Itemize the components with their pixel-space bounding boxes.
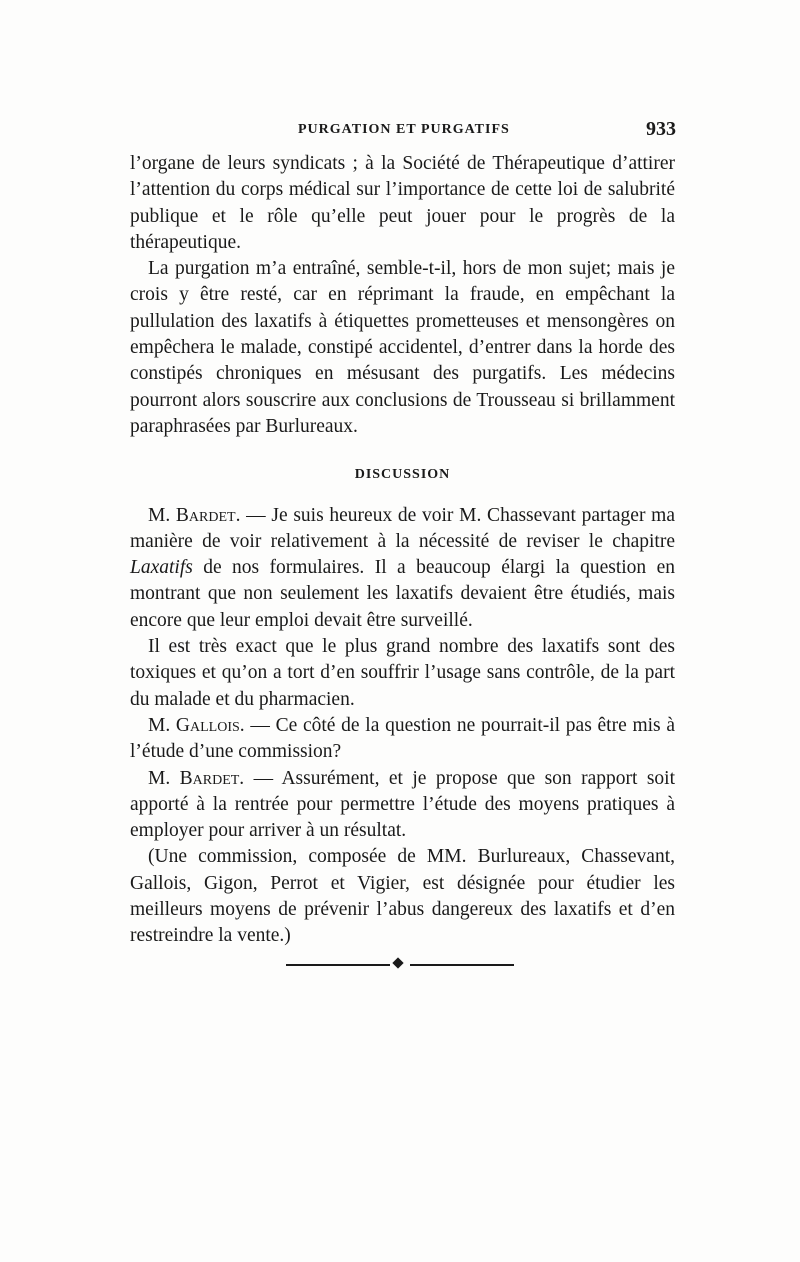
section-end-ornament (286, 955, 514, 975)
paragraph-text: — Je suis heureux de voir M. Chassevant partager ma manière de voir relativement à la nécessité de reviser le chapitre (130, 504, 675, 552)
discussion-paragraph-toxiques: Il est très exact que le plus grand nombre des laxatifs sont des toxiques et qu’on a tort d’en souffrir l’usage sans contrôle, de la part du malade et du pharmacien. (130, 636, 675, 710)
discussion-heading: DISCUSSION (354, 467, 451, 483)
discussion-paragraph-bardet-2 (130, 766, 675, 845)
paragraph-text: — Ce côté de la question ne pourrait-il pas être mis à l’étude d’une commission? (130, 714, 675, 763)
body-text (130, 151, 675, 950)
paragraph-text: — Assurément, et je propose que son rapport soit apporté à la rentrée pour permettre l’étude des moyens pratiques à employer pour arriver à un résultat. (130, 767, 676, 842)
diamond-icon (392, 957, 403, 968)
discussion-paragraph-gallois (130, 713, 675, 766)
italic-term: Laxatifs (130, 557, 193, 579)
discussion-paragraph-commission: (Une commission, composée de MM. Burlureaux, Chassevant, Gallois, Gigon, Perrot et Vigier, est désignée pour étudier les meilleurs moyens de prévenir l’abus dangereux des laxatifs et d’en restreindre la vente.) (130, 846, 675, 947)
page-number: 933 (646, 118, 676, 140)
speaker-name: M. Gallois. (148, 714, 245, 736)
discussion-paragraph-bardet-1 (130, 503, 675, 634)
paragraph-continued: l’organe de leurs syndicats ; à la Société de Thérapeutique d’attirer l’attention du corps médical sur l’importance de cette loi de salubrité publique et le rôle qu’elle peut jouer pour le progrès de la thérapeutique. (130, 153, 675, 253)
ornament-rule-left (286, 964, 390, 966)
speaker-name: M. Bardet. (148, 504, 241, 526)
speaker-name: M. Bardet. (148, 767, 245, 789)
running-title: PURGATION ET PURGATIFS (298, 122, 510, 137)
paragraph-purgation: La purgation m’a entraîné, semble-t-il, hors de mon sujet; mais je crois y être resté, car en réprimant la fraude, en empêchant la pullulation des laxatifs à étiquettes prometteuses et mensongères on empêchera le malade, constipé accidentel, d’entrer dans la horde des constipés chroniques en mésusant des purgatifs. Les médecins pourront alors souscrire aux conclusions de Trousseau si brillamment paraphrasées par Burlureaux. (130, 258, 675, 437)
ornament-rule-right (410, 964, 514, 966)
running-head (130, 118, 678, 144)
paragraph-text: de nos formulaires. Il a beaucoup élargi la question en montrant que non seulement les laxatifs devaient être étudiés, mais encore que leur emploi devait être surveillé. (130, 557, 675, 631)
